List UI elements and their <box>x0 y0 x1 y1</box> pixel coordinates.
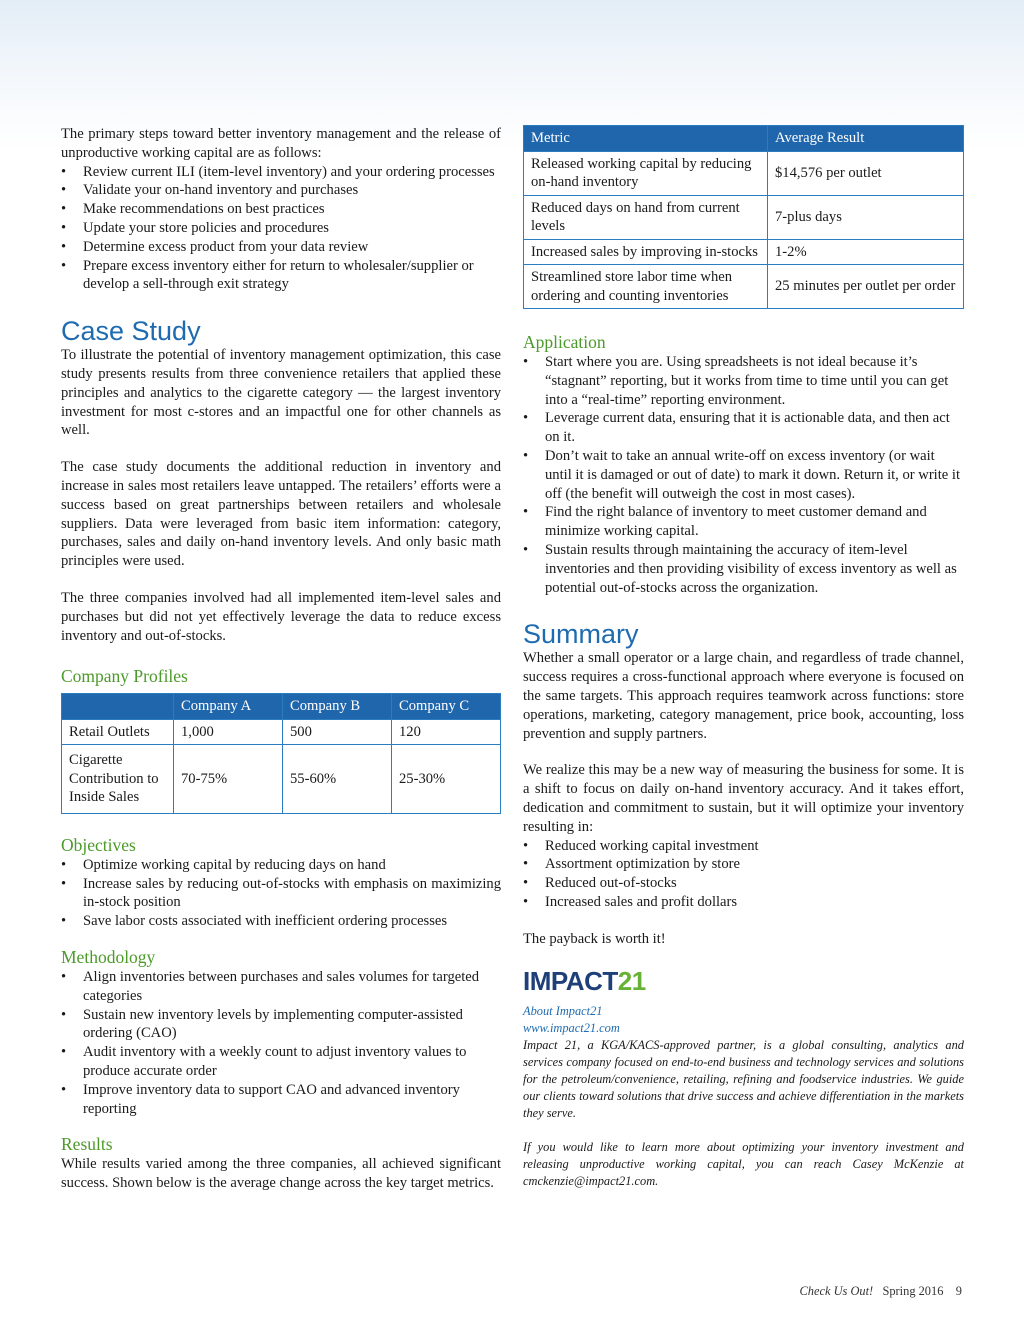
summary-list <box>523 837 964 912</box>
objectives-heading: Objectives <box>61 834 136 855</box>
table-row <box>524 239 964 265</box>
list-item: • Increase sales by reducing out-of-stocks with emphasis on maximizing in-stock position <box>61 875 501 913</box>
list-item: • Save labor costs associated with inefficient ordering processes <box>61 912 501 931</box>
impact21-logo <box>523 967 964 997</box>
table-row <box>62 745 501 814</box>
summary-heading: Summary <box>523 619 639 650</box>
case-paragraph-2: The case study documents the additional reduction in inventory and increase in sales most retailers leave untapped. The retailers’ efforts were a success based on great partnerships between retailers and wholesale suppliers. Data were leveraged from basic item information: category, purchases, sales and daily on-hand inventory levels. And only basic math principles were used. <box>61 459 501 570</box>
table-cell: Released working capital by reducing on-hand inventory <box>524 151 768 195</box>
case-study-heading: Case Study <box>61 316 201 347</box>
table-header-cell <box>62 694 174 720</box>
list-item: • Prepare excess inventory either for return to wholesaler/supplier or develop a sell-through exit strategy <box>61 257 501 295</box>
table-cell: 55-60% <box>283 745 392 814</box>
list-item: • Leverage current data, ensuring that it is actionable data, and then act on it. <box>523 409 964 447</box>
about-text: Impact 21, a KGA/KACS-approved partner, is a global consulting, analytics and services company focused on end-to-end business and technology services and solutions for the petroleum/convenience, retailing, refining and foodservice industries. We guide our clients toward solutions that drive success and achieve differentiation in the markets they serve. <box>523 1037 964 1120</box>
table-cell: 1-2% <box>768 239 964 265</box>
methodology-heading: Methodology <box>61 947 156 968</box>
payback-text: The payback is worth it! <box>523 930 666 947</box>
list-item: • Find the right balance of inventory to meet customer demand and minimize working capital. <box>523 503 964 541</box>
table-cell: Streamlined store labor time when ordering and counting inventories <box>524 265 768 309</box>
application-heading: Application <box>523 332 606 352</box>
about-title: About Impact21 <box>523 1003 603 1018</box>
company-profiles-table <box>61 693 501 814</box>
table-header-cell: Company A <box>174 694 283 720</box>
list-item: • Determine excess product from your data review <box>61 238 501 257</box>
list-item: • Don’t wait to take an annual write-off on excess inventory (or wait until it is damaged or out of date) to mark it down. Return it, or write it off (the benefit will outweigh the cost in most cases). <box>523 447 964 503</box>
list-item: • Review current ILI (item-level inventory) and your ordering processes <box>61 163 501 182</box>
case-paragraph-1: To illustrate the potential of inventory management optimization, this case study presents results from three convenience retailers that applied these principles and analytics to the cigarette category — the largest inventory investment for most c-stores and an impactful one for other channels as well. <box>61 347 501 439</box>
table-cell: 500 <box>283 719 392 745</box>
list-item: • Optimize working capital by reducing days on hand <box>61 856 501 875</box>
table-header-cell: Average Result <box>768 126 964 152</box>
table-header-cell: Company B <box>283 694 392 720</box>
table-cell: 25 minutes per outlet per order <box>768 265 964 309</box>
table-cell: Retail Outlets <box>62 719 174 745</box>
contact-text: If you would like to learn more about optimizing your inventory investment and releasing unproductive working capital, you can reach Casey McKenzie at cmckenzie@impact21.com. <box>523 1139 964 1188</box>
company-profiles-heading: Company Profiles <box>61 666 188 687</box>
list-item: • Reduced out-of-stocks <box>523 874 964 893</box>
table-header-row <box>62 694 501 720</box>
table-row <box>524 195 964 239</box>
table-cell: $14,576 per outlet <box>768 151 964 195</box>
logo-number: 21 <box>617 966 646 997</box>
table-cell: 70-75% <box>174 745 283 814</box>
list-item: • Improve inventory data to support CAO and advanced inventory reporting <box>61 1081 501 1119</box>
results-heading: Results <box>61 1134 113 1155</box>
objectives-list <box>61 856 501 931</box>
summary-paragraph-1: Whether a small operator or a large chain, and regardless of trade channel, success requires a cross-functional approach where everyone is focused on the same targets. This approach requires teamwork across functions: store operations, marketing, category management, price book, accounting, loss prevention and supply partners. <box>523 650 964 742</box>
table-row <box>62 719 501 745</box>
summary-paragraph-2: We realize this may be a new way of measuring the business for some. It is a shift to focus on daily on-hand inventory accuracy. And it takes effort, dedication and commitment to sustain, but it will optimize your inventory resulting in: <box>523 762 964 835</box>
table-header-cell: Company C <box>392 694 501 720</box>
list-item: • Align inventories between purchases and sales volumes for targeted categories <box>61 968 501 1006</box>
table-header-row <box>524 126 964 152</box>
table-cell: 120 <box>392 719 501 745</box>
table-cell: Cigarette Contribution to Inside Sales <box>62 745 174 814</box>
about-url-link[interactable]: www.impact21.com <box>523 1020 620 1035</box>
application-list <box>523 353 964 597</box>
results-paragraph: While results varied among the three companies, all achieved significant success. Shown below is the average change across the key target metrics. <box>61 1156 501 1192</box>
table-cell: 7-plus days <box>768 195 964 239</box>
right-column <box>523 125 964 1190</box>
list-item: • Sustain new inventory levels by implementing computer-assisted ordering (CAO) <box>61 1006 501 1044</box>
table-row <box>524 151 964 195</box>
table-cell: Reduced days on hand from current levels <box>524 195 768 239</box>
list-item: • Sustain results through maintaining the accuracy of item-level inventories and then providing visibility of excess inventory as well as potential out-of-stocks across the organization. <box>523 541 964 597</box>
table-cell: 1,000 <box>174 719 283 745</box>
table-cell: 25-30% <box>392 745 501 814</box>
page-footer <box>800 1284 962 1299</box>
table-cell: Increased sales by improving in-stocks <box>524 239 768 265</box>
list-item: • Audit inventory with a weekly count to adjust inventory values to produce accurate order <box>61 1043 501 1081</box>
list-item: • Make recommendations on best practices <box>61 200 501 219</box>
list-item: • Reduced working capital investment <box>523 837 964 856</box>
table-row <box>524 265 964 309</box>
steps-list <box>61 163 501 295</box>
about-block <box>523 1003 964 1190</box>
list-item: • Increased sales and profit dollars <box>523 893 964 912</box>
list-item: • Start where you are. Using spreadsheets is not ideal because it’s “stagnant” reporting, but it works from time to time until you can get into a “real-time” reporting environment. <box>523 353 964 409</box>
table-header-cell: Metric <box>524 126 768 152</box>
left-column <box>61 125 501 1193</box>
logo-word: IMPACT <box>523 966 618 997</box>
methodology-list <box>61 968 501 1118</box>
publication-name: Check Us Out! <box>799 1284 874 1298</box>
intro-paragraph: The primary steps toward better inventory management and the release of unproductive working capital are as follows: <box>61 126 501 161</box>
list-item: • Validate your on-hand inventory and purchases <box>61 181 501 200</box>
list-item: • Update your store policies and procedures <box>61 219 501 238</box>
list-item: • Assortment optimization by store <box>523 855 964 874</box>
metrics-table <box>523 125 964 309</box>
page-number: 9 <box>955 1284 962 1298</box>
case-paragraph-3: The three companies involved had all implemented item-level sales and purchases but did not yet effectively leverage the data to reduce excess inventory and out-of-stocks. <box>61 589 501 644</box>
issue-date: Spring 2016 <box>882 1284 944 1298</box>
